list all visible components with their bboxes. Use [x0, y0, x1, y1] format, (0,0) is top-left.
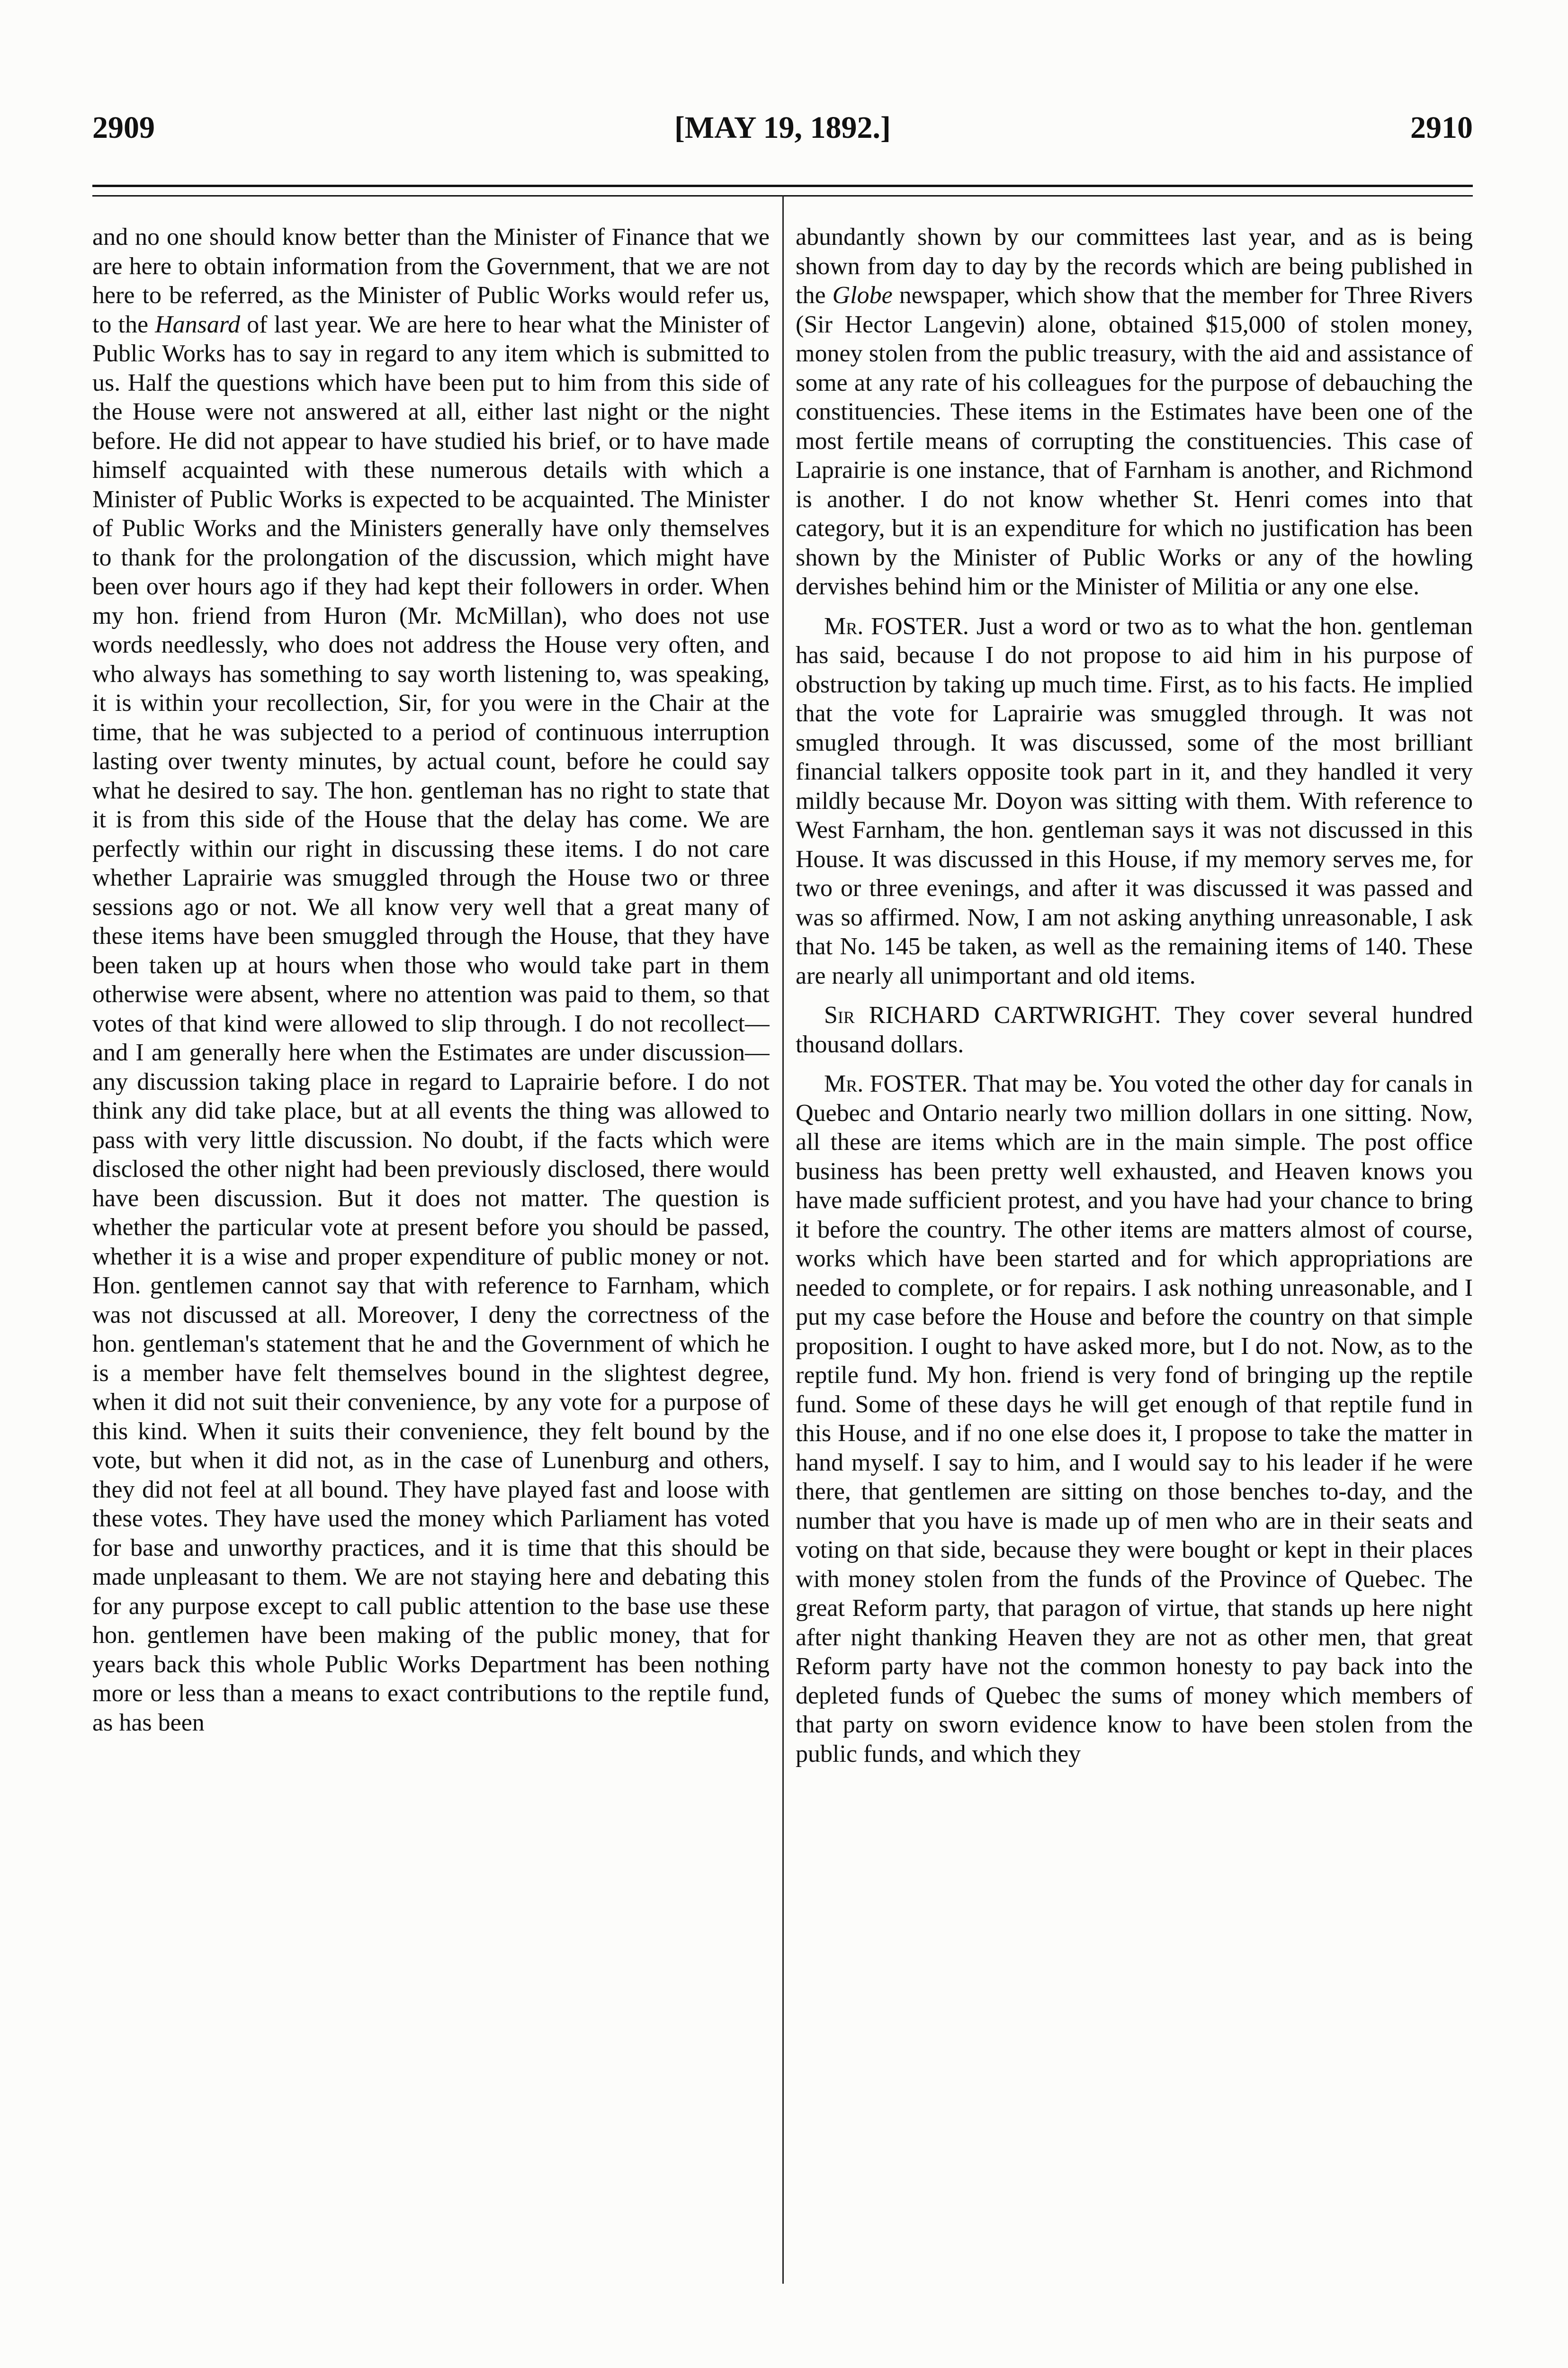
speech-text: They cover several hundred thousand dollars. [796, 1002, 1473, 1058]
speech-text: Just a word or two as to what the hon. gentleman has said, because I do not propose to aid him in his purpose of obstruction by taking up much time. First, as to his facts. He implied that the vote for Laprairie was smuggled through. It was not smugled through. It was discussed, some of the most brilliant financial talkers opposite took part in it, and they handled it very mildly because Mr. Doyon was sitting with them. With reference to West Farnham, the hon. gentleman says it was not discussed in this House. It was discussed in this House, if my memory serves me, for two or three evenings, and after it was discussed it was passed and was so affirmed. Now, I am not asking anything unreasonable, I ask that No. 145 be taken, as well as the remaining items of 140. These are nearly all unimportant and old items. [796, 612, 1473, 989]
speaker-name: Mr. FOSTER. [824, 612, 969, 640]
page-number-left: 2909 [92, 110, 155, 145]
left-column [92, 223, 770, 2302]
speech-foster-2 [796, 1069, 1473, 1768]
speaker-name: Sir RICHARD CARTWRIGHT. [824, 1002, 1161, 1029]
speech-cartwright [796, 1001, 1473, 1059]
right-p1-after: newspaper, which show that the member for Three Rivers (Sir Hector Langevin) alone, obtained $15,000 of stolen money, money stolen from the public treasury, with the aid and assistance of some at any rate of his colleagues for the purpose of debauching the constituencies. These items in the Estimates have been one of the most fertile means of corrupting the constituencies. This case of Laprairie is one instance, that of Farnham is another, and Richmond is another. I do not know whether St. Henri comes into that category, but it is an expenditure for which no justification has been shown by the Minister of Public Works or any of the howling dervishes behind him or the Minister of Militia or any one else. [796, 282, 1473, 600]
hansard-title: Hansard [155, 311, 241, 338]
speech-text: That may be. You voted the other day for canals in Quebec and Ontario nearly two million dollars in one sitting. Now, all these are items which are in the main simple. The post office business has been pretty well exhausted, and Heaven knows you have made sufficient protest, and you have had your chance to bring it before the country. The other items are matters almost of course, works which have been started and for which appropriations are needed to complete, or for repairs. I ask nothing unreasonable, and I put my case before the House and before the country on that simple proposition. I ought to have asked more, but I do not. Now, as to the reptile fund. My hon. friend is very fond of bringing up the reptile fund. Some of these days he will get enough of that reptile fund in this House, and if no one else does it, I propose to take the matter in hand myself. I say to him, and I would say to his leader if he were there, that gentlemen are sitting on those benches to-day, and the number that you have is made up of men who are in their seats and voting on that side, because they were bought or kept in their places with money stolen from the funds of the Province of Quebec. The great Reform party, that paragon of virtue, that stands up here night after night thanking Heaven they are not as other men, that great Reform party have not the common honesty to pay back into the depleted funds of Quebec the sums of money which members of that party on sworn evidence know to have been stolen from the public funds, and which they [796, 1070, 1473, 1767]
page-number-right: 2910 [1410, 110, 1473, 145]
right-p1-before: abundantly shown by our committees last year, and as is being shown from day to day by the records which are being published in the [796, 224, 1473, 309]
column-divider [782, 195, 784, 2284]
speaker-name: Mr. FOSTER. [824, 1070, 968, 1097]
speech-foster-1 [796, 612, 1473, 991]
page-date: [MAY 19, 1892.] [674, 110, 891, 145]
left-p1-after: of last year. We are here to hear what the Minister of Public Works has to say in regard to any item which is submitted to us. Half the questions which have been put to him from this side of the House were not answered at all, either last night or the night before. He did not appear to have studied his brief, or to have made himself acquainted with these numerous details with which a Minister of Public Works is expected to be acquainted. The Minister of Public Works and the Ministers generally have only themselves to thank for the prolongation of the discussion, which might have been over hours ago if they had kept their followers in order. When my hon. friend from Huron (Mr. McMillan), who does not use words needlessly, who does not address the House very often, and who always has something to say worth listening to, was speaking, it is within your recollection, Sir, for you were in the Chair at the time, that he was subjected to a period of continuous interruption lasting over twenty minutes, by actual count, before he could say what he desired to say. The hon. gentleman has no right to state that it is from this side of the House that the delay has come. We are perfectly within our right in discussing these items. I do not care whether Laprairie was smuggled through the House two or three sessions ago or not. We all know very well that a great many of these items have been smuggled through the House, that they have been taken up at hours when those who would take part in them otherwise were absent, where no attention was paid to them, so that votes of that kind were allowed to slip through. I do not recollect—and I am generally here when the Estimates are under discussion—any discussion taking place in regard to Laprairie before. I do not think any did take place, but at all events the thing was allowed to pass with very little discussion. No doubt, if the facts which were disclosed the other night had been previously disclosed, there would have been discussion. But it does not matter. The question is whether the particular vote at present before you should be passed, whether it is a wise and proper expenditure of public money or not. Hon. gentlemen cannot say that with reference to Farnham, which was not discussed at all. Moreover, I deny the correctness of the hon. gentleman's statement that he and the Government of which he is a member have felt themselves bound in the slightest degree, when it did not suit their convenience, by any vote for a purpose of this kind. When it suits their convenience, they felt bound by the vote, but when it did not, as in the case of Lunenburg and others, they did not feel at all bound. They have played fast and loose with these votes. They have used the money which Parliament has voted for base and unworthy practices, and it is time that this should be made unpleasant to them. We are not staying here and debating this for any purpose except to call public attention to the base use these hon. gentlemen have been making of the public money, that for years back this whole Public Works Department has been nothing more or less than a means to exact contributions to the reptile fund, as has been [92, 311, 770, 1736]
left-p1-before: and no one should know better than the Minister of Finance that we are here to obtain information from the Government, that we are not here to be referred, as the Minister of Public Works would refer us, to the [92, 224, 770, 338]
globe-title: Globe [832, 282, 893, 309]
page-header [92, 102, 1473, 154]
left-paragraph [92, 223, 770, 1737]
right-column [796, 223, 1473, 2302]
right-paragraph [796, 223, 1473, 601]
header-rule-thick [92, 185, 1473, 187]
